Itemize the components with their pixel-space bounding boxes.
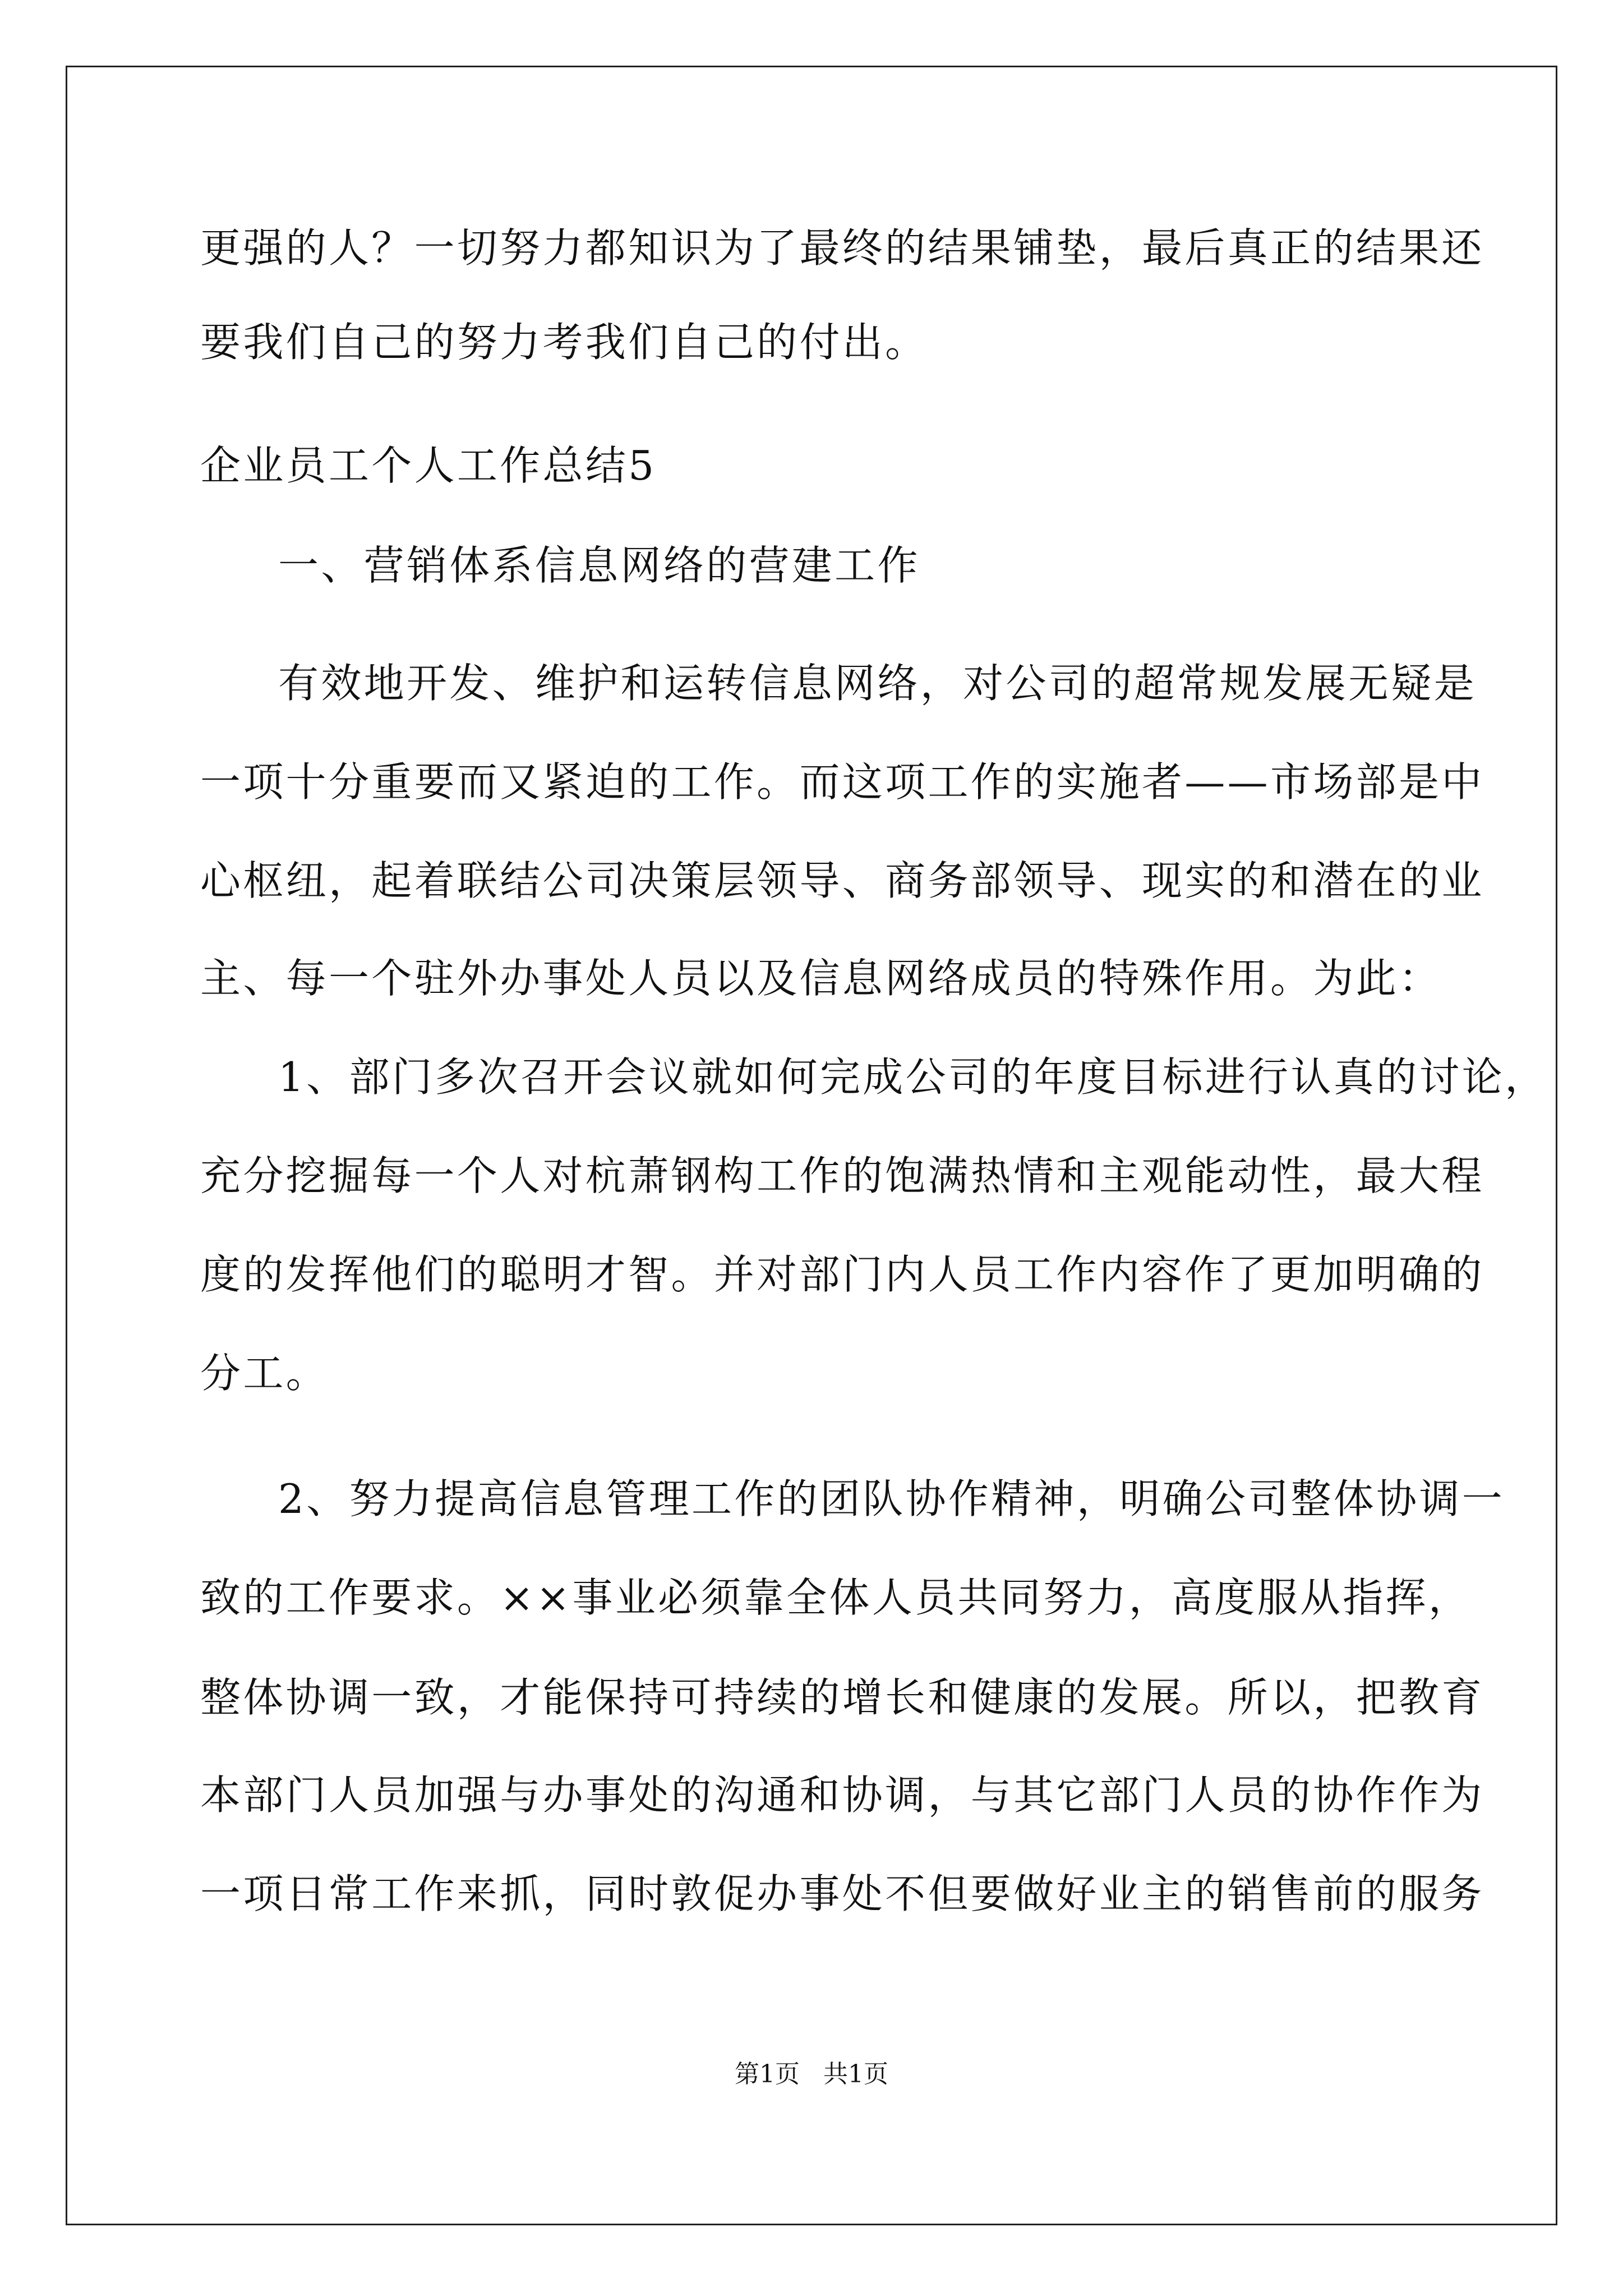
text-line: 分工。	[200, 1350, 329, 1397]
text-line: 本部门人员加强与办事处的沟通和协调，与其它部门人员的协作作为	[200, 1772, 1484, 1819]
text-line: 充分挖掘每一个人对杭萧钢构工作的饱满热情和主观能动性，最大程	[200, 1152, 1484, 1199]
text-line: 整体协调一致，才能保持可持续的增长和健康的发展。所以，把教育	[200, 1674, 1484, 1721]
text-line: 有效地开发、维护和运转信息网络，对公司的超常规发展无疑是	[278, 660, 1477, 707]
text-line: 更强的人？一切努力都知识为了最终的结果铺垫，最后真正的结果还	[200, 224, 1484, 272]
text-line: 2、努力提高信息管理工作的团队协作精神，明确公司整体协调一	[278, 1475, 1505, 1522]
text-line: 一项十分重要而又紧迫的工作。而这项工作的实施者——市场部是中	[200, 758, 1484, 806]
section-heading: 企业员工个人工作总结5	[200, 442, 657, 489]
page-footer	[0, 2058, 1623, 2091]
text-line: 主、每一个驻外办事处人员以及信息网络成员的特殊作用。为此：	[200, 955, 1442, 1002]
text-line: 1、部门多次召开会议就如何完成公司的年度目标进行认真的讨论，	[278, 1053, 1548, 1101]
text-line: 要我们自己的努力考我们自己的付出。	[200, 319, 928, 366]
page-number: 第1页	[735, 2060, 800, 2088]
text-line: 心枢纽，起着联结公司决策层领导、商务部领导、现实的和潜在的业	[200, 857, 1484, 904]
page-total: 共1页	[823, 2060, 888, 2088]
text-line: 致的工作要求。××事业必须靠全体人员共同努力，高度服从指挥，	[200, 1574, 1472, 1621]
text-line: 度的发挥他们的聪明才智。并对部门内人员工作内容作了更加明确的	[200, 1251, 1484, 1298]
text-line: 一项日常工作来抓，同时敦促办事处不但要做好业主的销售前的服务	[200, 1870, 1484, 1917]
subsection-heading: 一、营销体系信息网络的营建工作	[278, 542, 920, 589]
